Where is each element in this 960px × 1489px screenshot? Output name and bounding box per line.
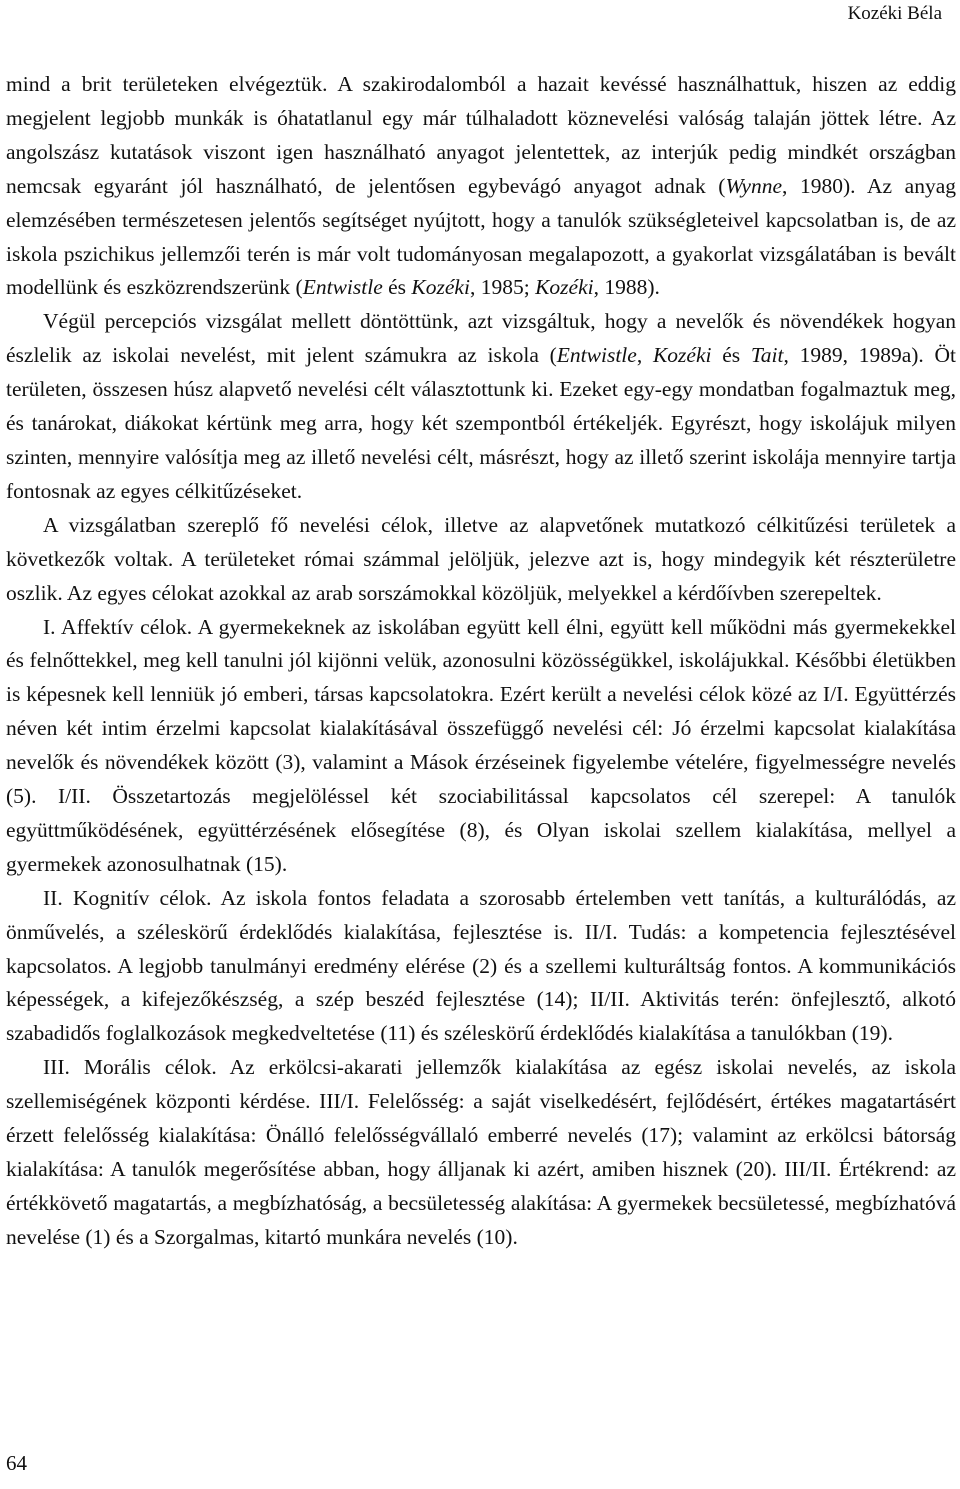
text-run: és bbox=[711, 343, 751, 368]
body-text bbox=[6, 68, 956, 1255]
text-run: A vizsgálatban szereplő fő nevelési célok, illetve az alapvetőnek mutatkozó célkitűzési területek a következők voltak. A területeket római számmal jelöljük, jelezve azt is, hogy mindegyik két részterületre oszlik. Az egyes célokat azokkal az arab sorszámokkal közöljük, melyekkel a kérdőívben szerepeltek. bbox=[6, 512, 956, 605]
text-run: I. Affektív célok. A gyermekeknek az iskolában együtt kell élni, együtt kell működni más gyermekekkel és felnőttekkel, meg kell tanulni jól kijönni velük, azonosulni közösségükkel, iskolájukkal. Későbbi életükben is képesnek kell lenniük jó emberi, társas kapcsolatokra. Ezért került a nevelési célok közé az I/I. Együttérzés néven két intim érzelmi kapcsolat kialakításával összefüggő nevelési cél: Jó érzelmi kapcsolat kialakítása nevelők és növendékek között (3), valamint a Mások érzéseinek figyelembe vételére, figyelmességre nevelés (5). I/II. Összetartozás megjelöléssel két szociabilitással kapcsolatos cél szerepel: A tanulók együttműködésének, együttérzésének elősegítése (8), és Olyan iskolai szellem kialakítása, mellyel a gyermekek azonosulhatnak (15). bbox=[6, 614, 956, 876]
italic-citation: Kozéki bbox=[411, 275, 470, 300]
paragraph bbox=[6, 882, 956, 1052]
text-run: II. Kognitív célok. Az iskola fontos feladata a szorosabb értelemben vett tanítás, a kulturálódás, az önművelés, a széleskörű érdeklődés kialakítása, fejlesztése is. II/I. Tudás: a kompetencia fejlesztésével kapcsolatos. A legjobb tanulmányi eredmény elérése (2) és a szellemi kulturáltság fontos. A kommunikációs képességek, a kifejezőkészség, a szép beszéd fejlesztése (14); II/II. Aktivitás terén: önfejlesztő, alkotó szabadidős foglalkozások megkedveltetése (11) és széleskörű érdeklődés kialakítása a tanulókban (19). bbox=[6, 885, 956, 1046]
italic-citation: Entwistle bbox=[302, 275, 383, 300]
italic-citation: Kozéki bbox=[652, 343, 712, 368]
paragraph bbox=[6, 611, 956, 882]
italic-citation: Kozéki bbox=[535, 275, 594, 300]
italic-citation: Entwistle bbox=[556, 343, 637, 368]
paragraph bbox=[6, 509, 956, 611]
text-run: , 1988). bbox=[593, 275, 660, 300]
text-run: , 1989, 1989a). Öt területen, összesen húsz alapvető nevelési célt választottunk ki. Ezeket egy-egy mondatban fogalmaztuk meg, és tanárokat, diákokat kértünk meg arra, hogy két szempontból értékeljék. Egyrészt, hogy iskolájuk milyen szinten, mennyire valósítja meg az illető nevelési célt, másrészt, hogy az illető szerint iskolája mennyire tartja fontosnak az egyes célkitűzéseket. bbox=[6, 343, 957, 503]
italic-citation: Tait bbox=[750, 343, 784, 368]
italic-citation: Wynne bbox=[725, 173, 783, 198]
text-run: , bbox=[636, 343, 653, 368]
paragraph bbox=[6, 305, 956, 508]
text-run: III. Morális célok. Az erkölcsi-akarati jellemzők kialakítása az egész iskolai nevelés, az iskola szellemiségének központi kérdése. III/I. Felelősség: a saját viselkedésért, fejlődésért, értékes magatartásért érzett felelősség kialakítása: Önálló felelősségvállaló emberré nevelés (17); valamint az erkölcsi bátorság kialakítása: A tanulók megerősítése abban, hogy álljanak ki azért, amiben hisznek (20). III/II. Értékrend: az értékkövető magatartás, a megbízhatóság, a becsületesség alakítása: A gyermekek becsületessé, megbízhatóvá nevelése (1) és a Szorgalmas, kitartó munkára nevelés (10). bbox=[6, 1055, 956, 1249]
paragraph bbox=[6, 68, 956, 305]
text-run: és bbox=[382, 275, 412, 300]
text-run: Végül percepciós vizsgálat mellett döntöttünk, azt vizsgáltuk, hogy a nevelők és növendékek hogyan észlelik az iskolai nevelést, mit jelent számukra az iskola ( bbox=[6, 309, 956, 368]
paragraph bbox=[6, 1051, 956, 1254]
running-header: Kozéki Béla bbox=[847, 3, 942, 24]
page-number: 64 bbox=[6, 1451, 27, 1475]
text-run: , 1985; bbox=[469, 275, 536, 300]
text-run: , 1980). Az anyag elemzésében természetesen jelentős segítséget nyújtott, hogy a tanulók szükségleteivel kapcsolatban is, de az iskola pszichikus jellemzői terén is már volt tudományosan megalapozott, a gyakorlat vizsgálatában is bevált modellünk és eszközrendszerünk ( bbox=[6, 173, 956, 300]
text-run: mind a brit területeken elvégeztük. A szakirodalomból a hazait kevéssé használhattuk, hiszen az eddig megjelent legjobb munkák is óhatatlanul egy már túlhaladott köznevelési valóság talaján jöttek létre. Az angolszász kutatások viszont igen használható anyagot jelentettek, az interjúk pedig mindkét országban nemcsak egyaránt jól használható, de jelentősen egybevágó anyagot adnak ( bbox=[6, 72, 956, 198]
